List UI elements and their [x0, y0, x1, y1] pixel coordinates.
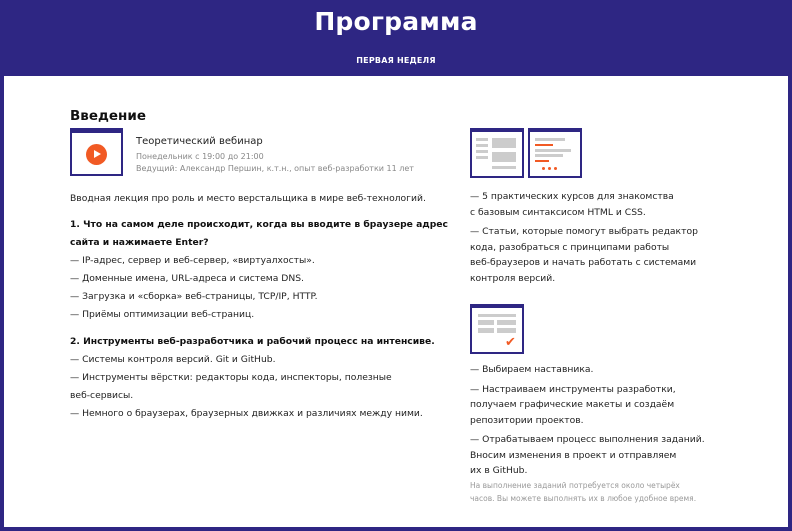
list-item: репозитории проектов.: [470, 414, 584, 426]
list-item: веб-браузеров и начать работать с системами: [470, 257, 697, 268]
program-panel: [4, 76, 788, 527]
list-item: веб-сервисы.: [70, 390, 134, 401]
checkmark-icon: ✔: [505, 335, 516, 350]
timing-note: [470, 480, 740, 505]
list-item: получаем графические макеты и создаём: [470, 399, 675, 410]
list-item: Вносим изменения в проект и отправляем: [470, 449, 677, 461]
note-line: часов. Вы можете выполнять их в любое удобное время.: [470, 493, 697, 503]
question1-block: [70, 216, 450, 324]
list-item: — Доменные имена, URL-адреса и система DNS.: [70, 273, 304, 284]
article-window-icon: [528, 128, 582, 178]
webinar-video-thumbnail[interactable]: [70, 128, 123, 176]
page-header: [0, 0, 792, 76]
right-block-1: [470, 189, 740, 286]
list-item: — Немного о браузерах, браузерных движках и различиях между ними.: [70, 408, 423, 419]
list-item: их в GitHub.: [470, 465, 528, 476]
list-item: — Приёмы оптимизации веб-страниц.: [70, 309, 255, 320]
question1-title-line1: 1. Что на самом деле происходит, когда вы вводите в браузере адрес: [70, 219, 448, 230]
list-item: — IP-адрес, сервер и веб-сервер, «виртуалхосты».: [70, 255, 315, 266]
task-window-icon: [470, 304, 524, 354]
list-item: — Настраиваем инструменты разработки,: [470, 383, 676, 395]
course-window-icon: [470, 128, 524, 178]
right-block-2: [470, 362, 740, 479]
question2-title: 2. Инструменты веб-разработчика и рабочий процесс на интенсиве.: [70, 336, 435, 347]
webinar-title: Теоретический вебинар: [136, 136, 263, 147]
webinar-time: Понедельник с 19:00 до 21:00: [136, 152, 264, 161]
list-item: — Системы контроля версий. Git и GitHub.: [70, 354, 276, 365]
list-item: — Выбираем наставника.: [470, 364, 594, 375]
question2-block: [70, 333, 450, 423]
week-label: ПЕРВАЯ НЕДЕЛЯ: [356, 56, 436, 65]
list-item: кода, разобраться с принципами работы: [470, 241, 670, 253]
play-icon[interactable]: [86, 144, 107, 165]
list-item: — Статьи, которые помогут выбрать редактор: [470, 226, 698, 237]
list-item: — 5 практических курсов для знакомства: [470, 191, 674, 202]
list-item: — Отрабатываем процесс выполнения заданий.: [470, 434, 705, 445]
webinar-host: Ведущий: Александр Першин, к.т.н., опыт веб-разработки 11 лет: [136, 164, 414, 173]
list-item: с базовым синтаксисом HTML и CSS.: [470, 206, 646, 218]
page-title: Программа: [314, 7, 478, 36]
list-item: — Загрузка и «сборка» веб-страницы, TCP/IP, HTTP.: [70, 291, 318, 302]
section-title: Введение: [70, 108, 146, 124]
list-item: — Инструменты вёрстки: редакторы кода, инспекторы, полезные: [70, 372, 392, 383]
intro-text: Вводная лекция про роль и место верстальщика в мире веб-технологий.: [70, 193, 426, 204]
list-item: контроля версий.: [470, 272, 556, 284]
question1-title-line2: сайта и нажимаете Enter?: [70, 237, 209, 248]
note-line: На выполнение заданий потребуется около четырёх: [470, 481, 680, 490]
